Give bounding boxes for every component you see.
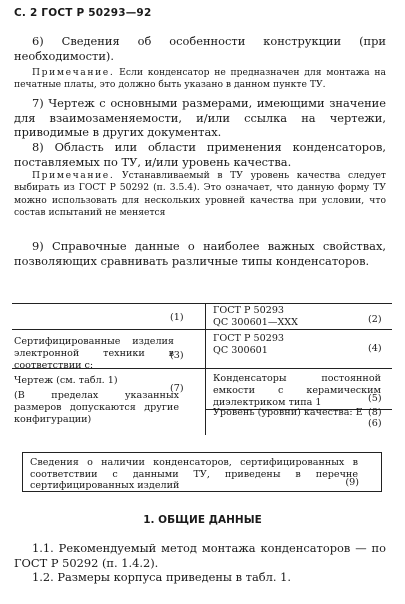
- note-2-label: Примечание.: [32, 170, 115, 181]
- quality-level-label: Уровень (уровни) качества: Е: [213, 407, 363, 418]
- form-center-rule: [205, 303, 206, 435]
- item-8: 8) Область или области применения конденсаторов, поставляемых по ТУ, и/или уровень качества.: [14, 140, 386, 169]
- form-rule-1: [12, 329, 392, 330]
- gost-reference: [213, 305, 298, 329]
- drawing-note: (В пределах указанных размеров допускаются другие конфигурации): [14, 390, 179, 425]
- page-header: С. 2 ГОСТ Р 50293—92: [14, 7, 152, 19]
- field-number-8: (8): [368, 407, 382, 418]
- field-number-7: (7): [170, 383, 184, 394]
- paragraph-1-1: 1.1. Рекомендуемый метод монтажа конденсаторов — по ГОСТ Р 50292 (п. 1.4.2).: [14, 541, 386, 570]
- paragraph-1-2: 1.2. Размеры корпуса приведены в табл. 1.: [32, 570, 291, 584]
- item-6: 6) Сведения об особенности конструкции (при необходимости).: [14, 34, 386, 63]
- field-number-2: (2): [368, 314, 382, 325]
- certified-products-text: Сертифицированные изделия электронной техники в соответствии с:: [14, 336, 174, 371]
- note-1: [14, 67, 386, 92]
- capacitor-type-text: Конденсаторы постоянной емкости с керамическим диэлектриком типа 1: [213, 373, 381, 408]
- field-number-5: (5): [368, 393, 382, 404]
- item-9: 9) Справочные данные о наиболее важных свойствах, позволяющих сравнивать различные типы конденсаторов.: [14, 239, 386, 268]
- item-7: 7) Чертеж с основными размерами, имеющими значение для взаимозаменяемости, и/или ссылка на чертежи, приводимые в других документах.: [14, 96, 386, 140]
- field-number-9: (9): [345, 477, 359, 488]
- note-1-text: Если конденсатор не предназначен для монтажа на печатные платы, это должно быть указано в данном пункте ТУ.: [14, 67, 386, 91]
- note-2: [14, 170, 386, 220]
- field-number-3: (3): [170, 350, 184, 361]
- drawing-label: Чертеж (см. табл. 1): [14, 375, 118, 386]
- field-number-6: (6): [368, 418, 382, 429]
- gost-line-1: ГОСТ Р 50293: [213, 305, 285, 316]
- field-number-1: (1): [170, 312, 184, 323]
- gost-line-2: QC 300601—XXX: [213, 317, 298, 328]
- certification-box: [22, 452, 382, 492]
- note-2-text: Устанавливаемый в ТУ уровень качества следует выбирать из ГОСТ Р 50292 (п. 3.5.4). Это означает, что данную форму ТУ можно использовать для нескольких уровней качества при условии, что состав испытаний не меняется: [14, 170, 386, 219]
- certification-text: Сведения о наличии конденсаторов, сертифицированных в соответствии с данными ТУ, приведены в перечне сертифицированных изделий: [30, 457, 358, 492]
- form-top-rule: [12, 303, 392, 304]
- note-1-label: Примечание.: [32, 67, 115, 78]
- gost2-line-1: ГОСТ Р 50293: [213, 333, 285, 344]
- gost-reference-2: [213, 333, 284, 357]
- field-number-4: (4): [368, 343, 382, 354]
- gost2-line-2: QC 300601: [213, 345, 268, 356]
- section-title: 1. ОБЩИЕ ДАННЫЕ: [143, 514, 262, 526]
